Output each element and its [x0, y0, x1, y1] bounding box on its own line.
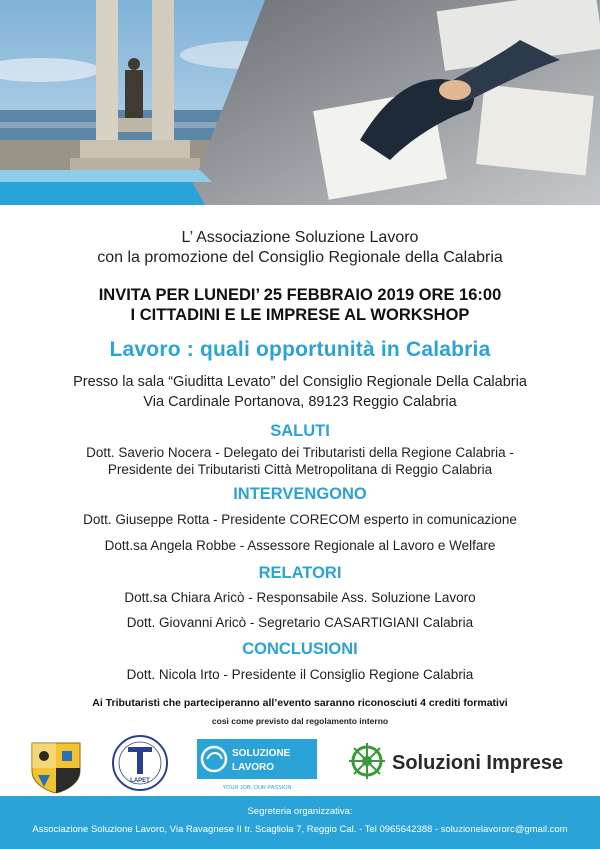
sl-line2: LAVORO: [232, 762, 275, 773]
saluti-heading: SALUTI: [270, 422, 330, 440]
lapet-logo: [113, 736, 167, 790]
lapet-name: LAPET: [130, 778, 150, 784]
invite-line1: INVITA PER LUNEDI’ 25 FEBBRAIO 2019 ORE 16:00: [98, 286, 502, 304]
intro-block: [0, 228, 600, 268]
si-name: Soluzioni Imprese: [392, 752, 564, 774]
relatori-person1: Dott.sa Chiara Aricò - Responsabile Ass. Soluzione Lavoro: [124, 590, 476, 605]
soluzioni-imprese-logo: [349, 743, 563, 779]
saluti-line1: Dott. Saverio Nocera - Delegato dei Tributaristi della Regione Calabria -: [86, 445, 514, 460]
intro-line1: L’ Associazione Soluzione Lavoro: [181, 229, 419, 246]
invite-block: [0, 285, 600, 325]
hero-image: [0, 0, 600, 205]
saluti-line2: Presidente dei Tributaristi Città Metropolitana di Reggio Calabria: [107, 462, 493, 477]
venue-line2: Via Cardinale Portanova, 89123 Reggio Calabria: [143, 394, 457, 410]
conclusioni-person1: Dott. Nicola Irto - Presidente il Consiglio Regione Calabria: [126, 667, 474, 682]
intervengono-heading: INTERVENGONO: [233, 485, 367, 503]
sl-tagline: YOUR JOB, OUR PASSION: [222, 785, 292, 791]
logos-row: [0, 735, 600, 795]
footer-contact: Associazione Soluzione Lavoro, Via Ravagnese II tr. Scagliola 7, Reggio Cal. - Tel 0965642388 - soluzionelavororc@gmail.com: [32, 824, 568, 835]
relatori-heading: RELATORI: [258, 564, 342, 582]
relatori-person2: Dott. Giovanni Aricò - Segretario CASARTIGIANI Calabria: [126, 615, 474, 630]
intervengono-person1: Dott. Giuseppe Rotta - Presidente CORECOM esperto in comunicazione: [83, 512, 517, 527]
invite-line2: I CITTADINI E LE IMPRESE AL WORKSHOP: [130, 306, 470, 324]
intro-line2: con la promozione del Consiglio Regionale della Calabria: [97, 249, 503, 266]
venue-line1: Presso la sala “Giuditta Levato” del Consiglio Regionale Della Calabria: [73, 374, 527, 390]
footer-bar: [0, 796, 600, 849]
regulation-note: così come previsto dal regolamento interno: [211, 716, 389, 726]
footer-label: Segreteria organizzativa:: [247, 806, 353, 817]
venue-block: [0, 372, 600, 412]
event-title: Lavoro : quali opportunità in Calabria: [109, 338, 491, 361]
soluzione-lavoro-logo: [197, 739, 317, 791]
intervengono-person2: Dott.sa Angela Robbe - Assessore Regionale al Lavoro e Welfare: [104, 538, 496, 553]
conclusioni-heading: CONCLUSIONI: [242, 640, 358, 658]
calabria-crest-logo: [32, 743, 80, 793]
sl-line1: SOLUZIONE: [232, 748, 291, 759]
credits-note: Ai Tributaristi che parteciperanno all’evento saranno riconosciuti 4 crediti formativi: [92, 697, 508, 709]
